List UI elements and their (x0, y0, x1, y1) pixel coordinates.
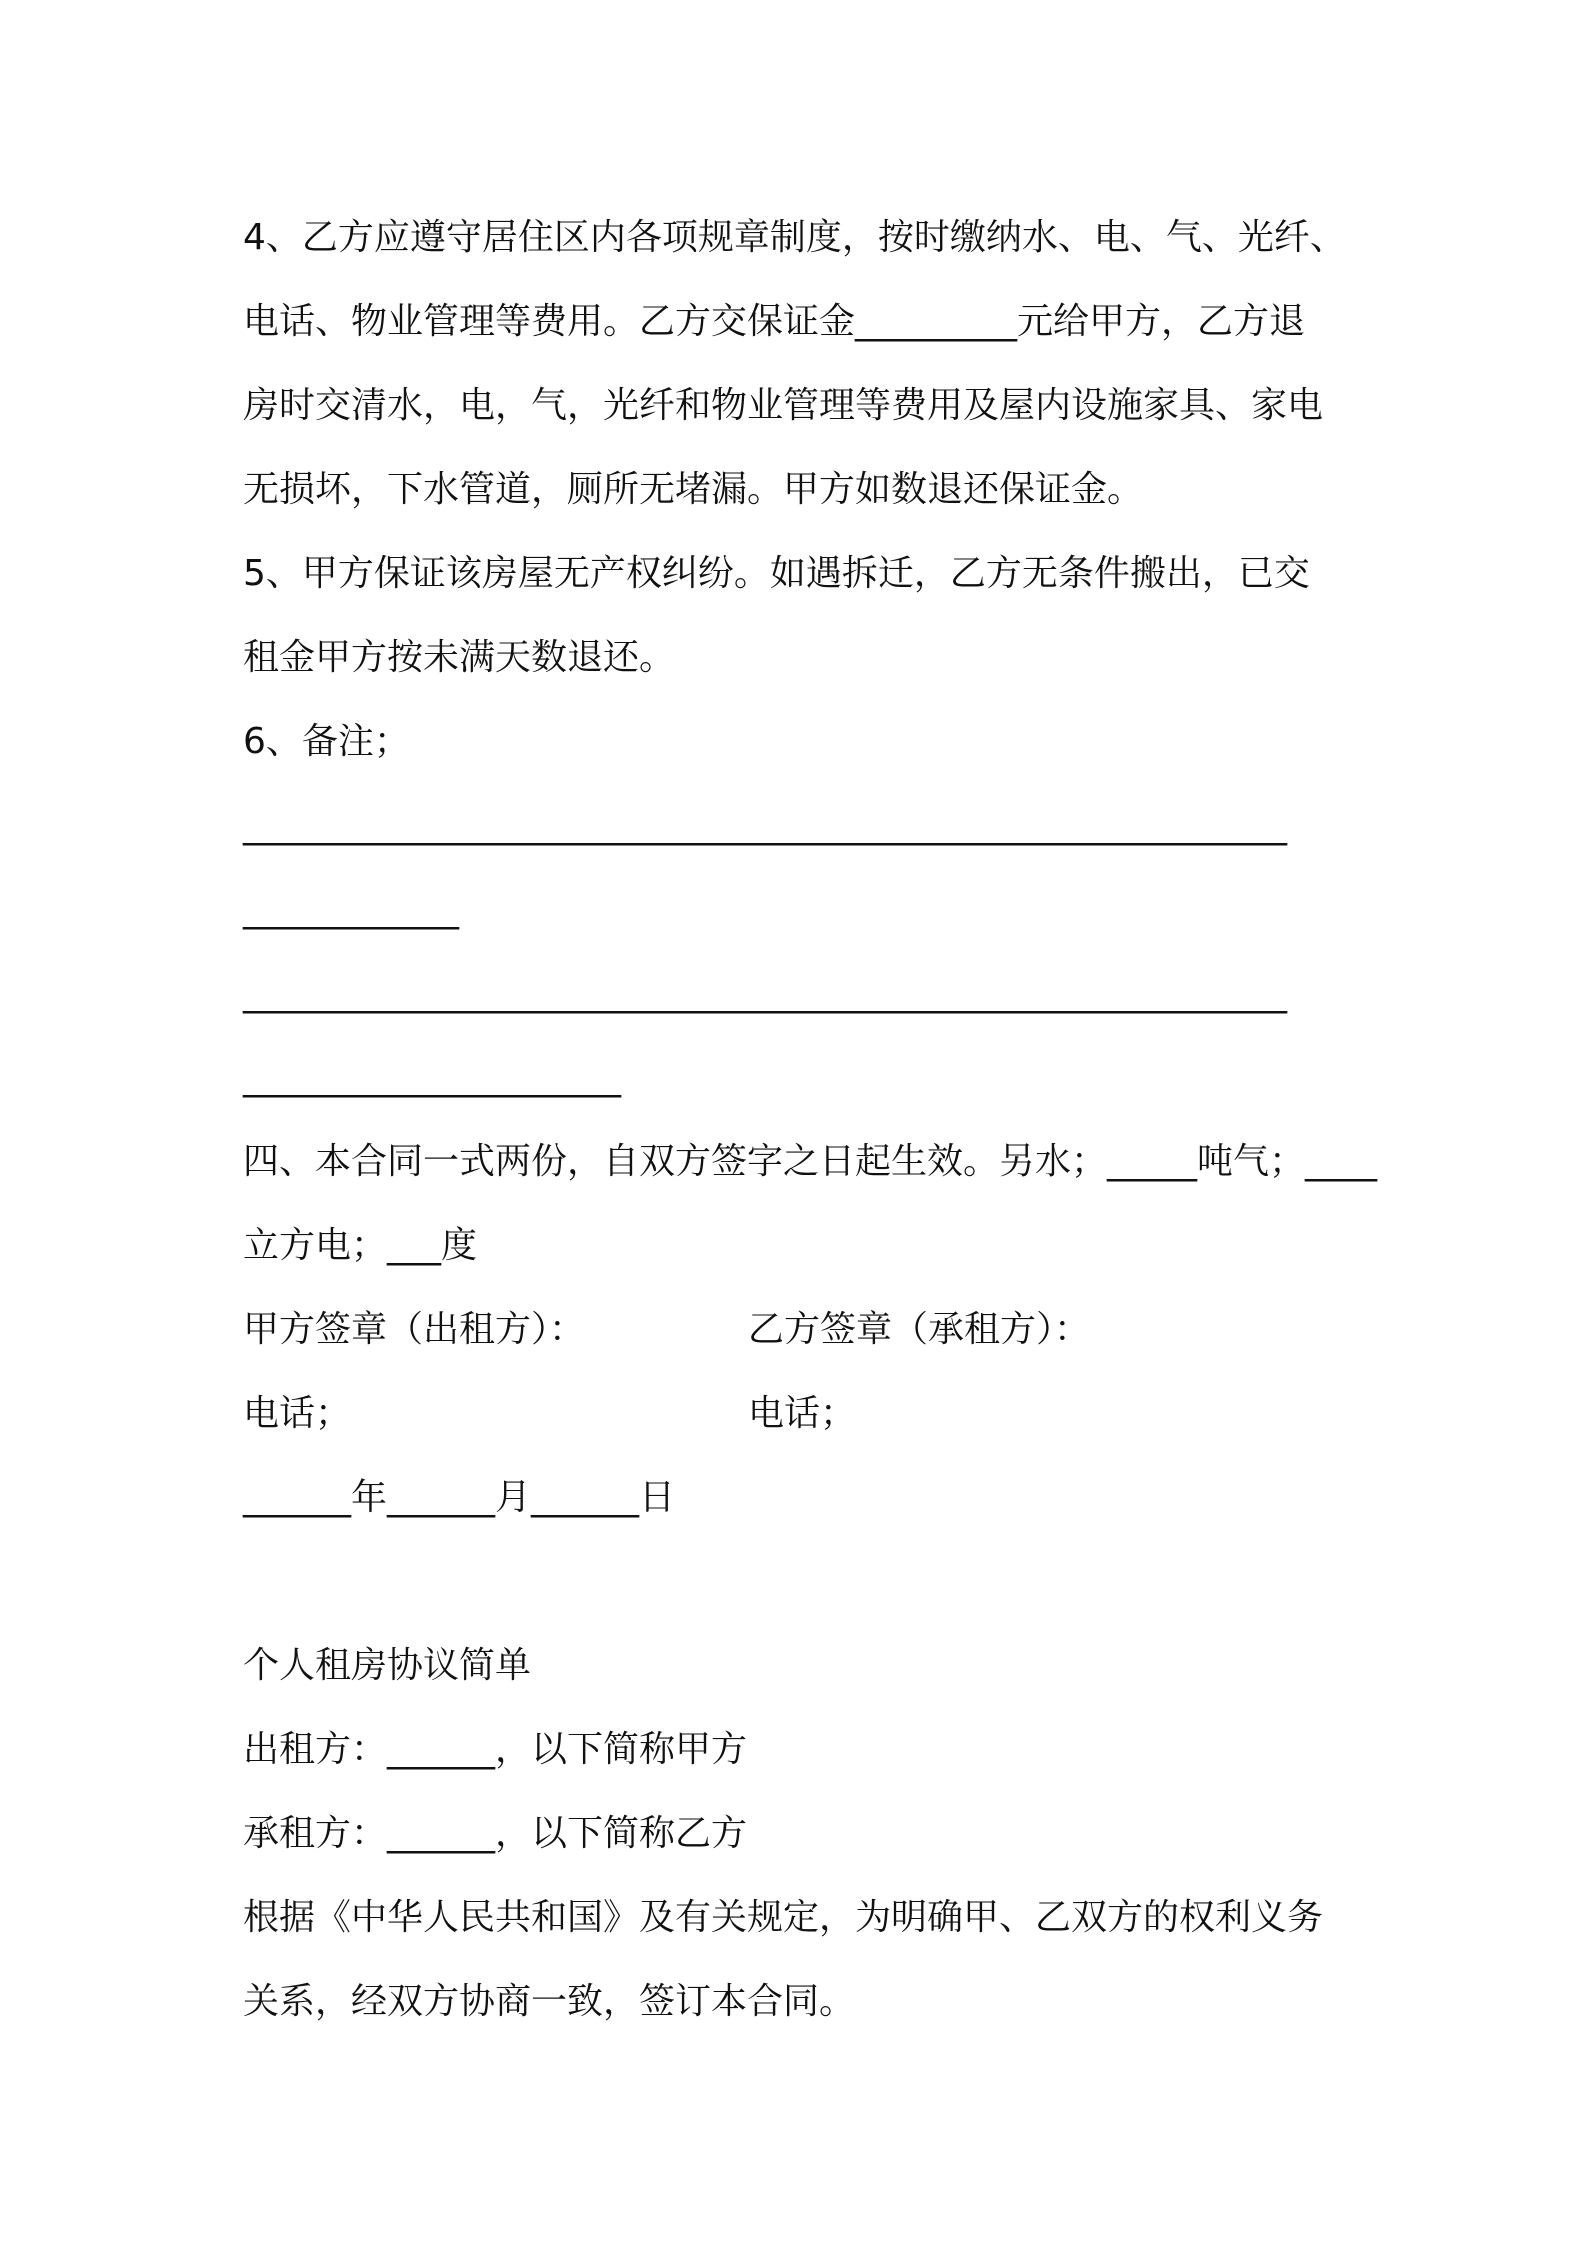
party-a-phone-label: 电话； (243, 1393, 352, 1434)
lessee-line: 承租方：______，以下简称乙方 (243, 1813, 748, 1854)
document-body (243, 196, 1378, 2044)
preamble-line-1: 根据《中华人民共和国》及有关规定，为明确甲、乙双方的权利义务 (243, 1897, 1324, 1938)
section-spacer (243, 1540, 1373, 1624)
remarks-blank-line-4: _____________________ (243, 1057, 621, 1098)
party-b-seal-label: 乙方签章（承租方）： (748, 1309, 1091, 1350)
seal-row (243, 1288, 1373, 1372)
clause-4-line-1: 4、乙方应遵守居住区内各项规章制度，按时缴纳水、电、气、光纤、 (243, 217, 1346, 258)
signature-date: ______年______月______日 (243, 1477, 675, 1518)
clause-6-remarks: 6、备注； (243, 721, 410, 762)
clause-4-line-3: 房时交清水，电，气，光纤和物业管理等费用及屋内设施家具、家电 (243, 385, 1324, 426)
party-b-phone-label: 电话； (748, 1393, 857, 1434)
remarks-blank-line-2: ____________ (243, 889, 459, 930)
clause-4-line-2: 电话、物业管理等费用。乙方交保证金_________元给甲方，乙方退 (243, 301, 1306, 342)
section-4-line-2: 立方电；___度 (243, 1225, 478, 1266)
clause-4-line-4: 无损坏，下水管道，厕所无堵漏。甲方如数退还保证金。 (243, 469, 1144, 510)
lessor-line: 出租方：______，以下简称甲方 (243, 1729, 748, 1770)
clause-5-line-2: 租金甲方按未满天数退还。 (243, 637, 676, 678)
section-4-line-1: 四、本合同一式两份，自双方签字之日起生效。另水；_____吨气；____ (243, 1141, 1378, 1182)
phone-row (243, 1372, 1373, 1456)
remarks-blank-line-1: __________________________________________________________ (243, 805, 1287, 846)
agreement-title: 个人租房协议简单 (243, 1645, 532, 1686)
preamble-line-2: 关系，经双方协商一致，签订本合同。 (243, 1981, 856, 2022)
clause-5-line-1: 5、甲方保证该房屋无产权纠纷。如遇拆迁，乙方无条件搬出，已交 (243, 553, 1310, 594)
party-a-seal-label: 甲方签章（出租方）： (243, 1309, 586, 1350)
remarks-blank-line-3: __________________________________________________________ (243, 973, 1287, 1014)
